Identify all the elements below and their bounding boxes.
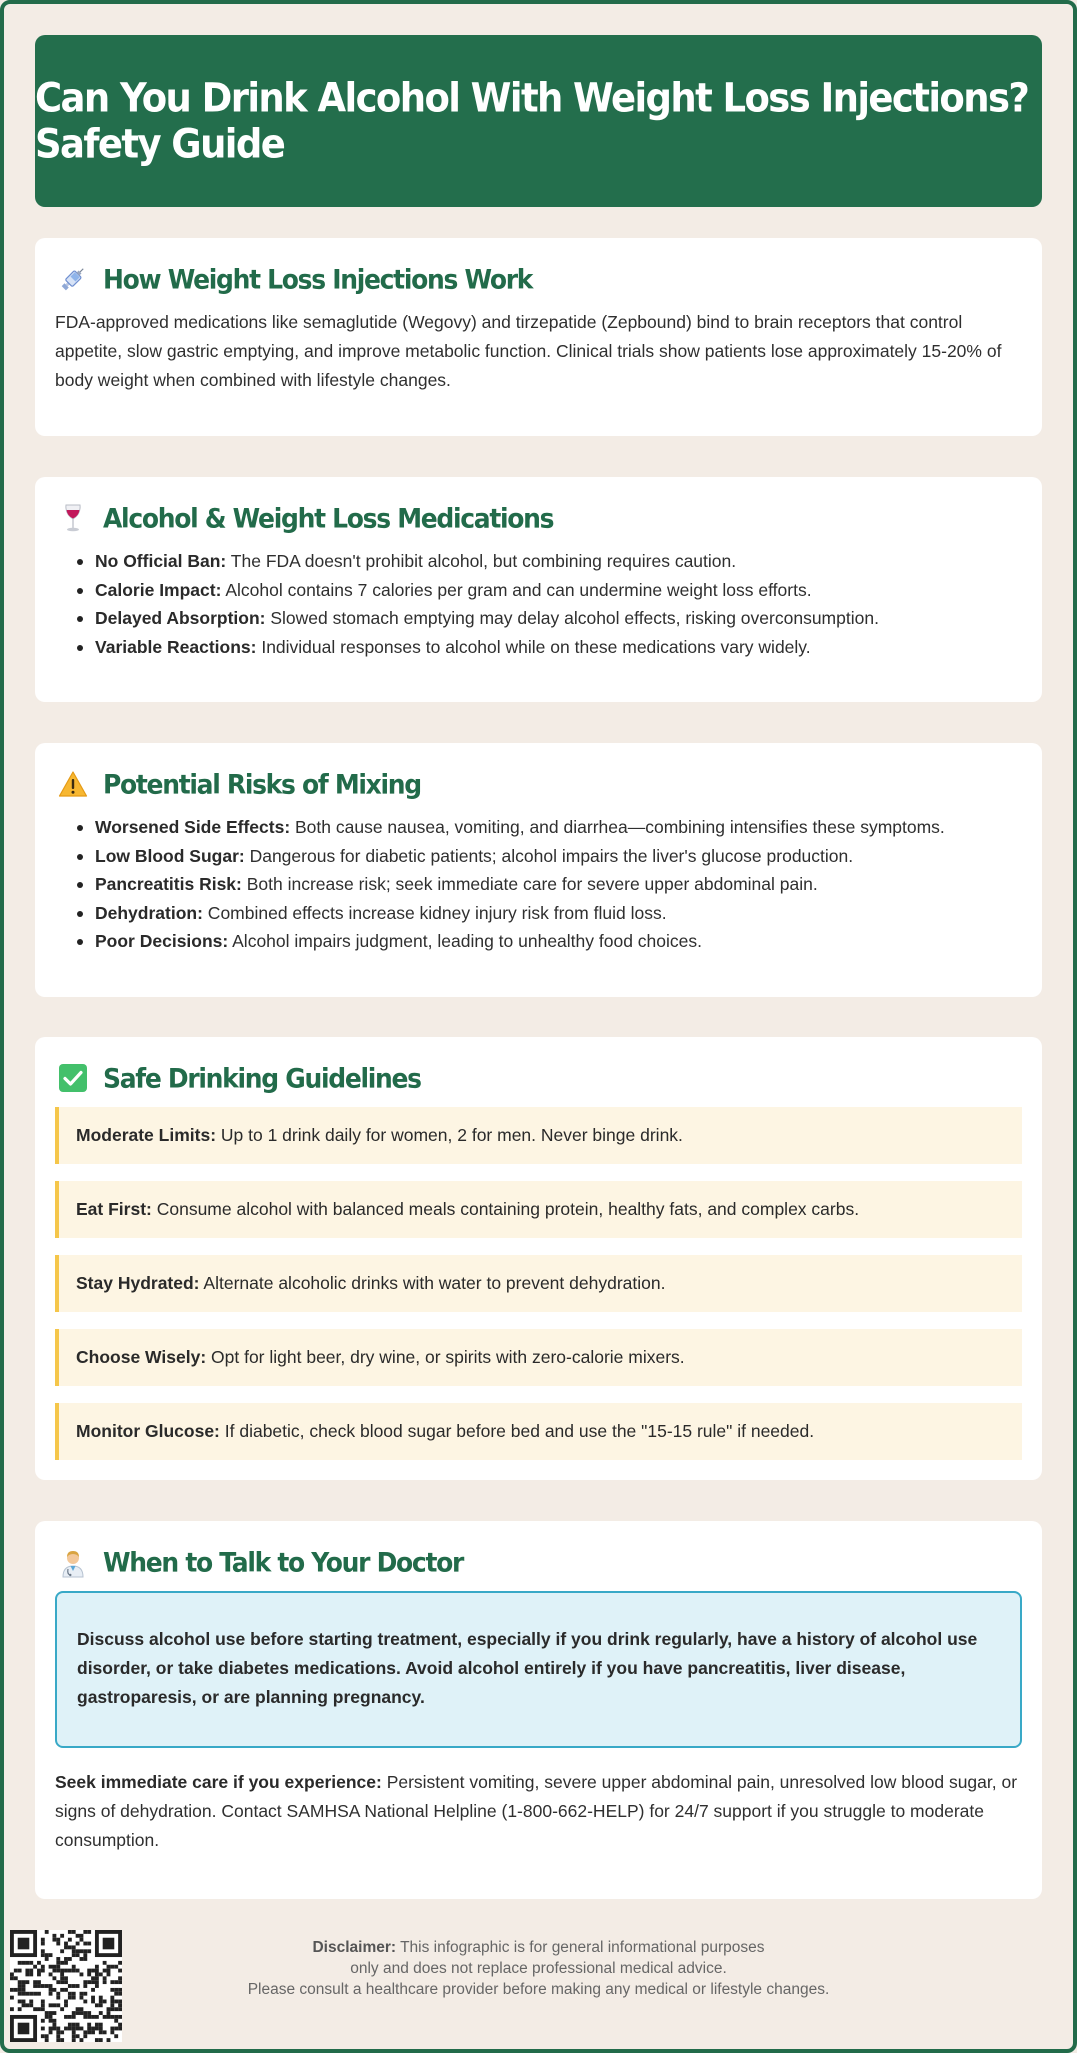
list-item: Worsened Side Effects: Both cause nausea, vomiting, and diarrhea—combining intensifies these symptoms. [73,813,1022,842]
disclaimer-label: Disclaimer: [312,1939,397,1956]
doctor-callout: Discuss alcohol use before starting treatment, especially if you drink regularly, have a history of alcohol use disorder, or take diabetes medications. Avoid alcohol entirely if you have pancreatitis, liver disease, gastroparesis, or are planning pregnancy. [55,1591,1022,1748]
risks-list [55,813,1022,956]
section-guidelines [35,1037,1042,1480]
qr-code-icon [10,1930,122,2042]
list-item: Dehydration: Combined effects increase kidney injury risk from fluid loss. [73,899,1022,928]
section-title: How Weight Loss Injections Work [103,263,533,295]
section-risks [35,743,1042,997]
guideline-tip: Stay Hydrated: Alternate alcoholic drinks with water to prevent dehydration. [55,1255,1022,1312]
warning-icon [57,768,89,800]
page-title: Can You Drink Alcohol With Weight Loss Injections? Safety Guide [35,74,1029,168]
list-item: Low Blood Sugar: Dangerous for diabetic patients; alcohol impairs the liver's glucose production. [73,842,1022,871]
list-item: Pancreatitis Risk: Both increase risk; seek immediate care for severe upper abdominal pain. [73,870,1022,899]
guideline-tip: Choose Wisely: Opt for light beer, dry wine, or spirits with zero-calorie mixers. [55,1329,1022,1386]
section-title: Safe Drinking Guidelines [103,1062,421,1094]
guideline-tip: Moderate Limits: Up to 1 drink daily for women, 2 for men. Never binge drink. [55,1107,1022,1164]
list-item: Delayed Absorption: Slowed stomach emptying may delay alcohol effects, risking overconsumption. [73,604,1022,633]
section-title: When to Talk to Your Doctor [103,1546,464,1578]
wine-glass-icon [57,502,89,534]
list-item: Variable Reactions: Individual responses to alcohol while on these medications vary widely. [73,633,1022,662]
syringe-icon [57,263,89,295]
section-title: Alcohol & Weight Loss Medications [103,502,554,534]
section-talk-to-doctor [35,1521,1042,1899]
section-how-injections-work [35,238,1042,436]
section-body: FDA-approved medications like semaglutide (Wegovy) and tirzepatide (Zepbound) bind to brain receptors that control appetite, slow gastric emptying, and improve metabolic function. Clinical trials show patients lose approximately 15-20% of body weight when combined with lifestyle changes. [55,312,1002,390]
disclaimer: Disclaimer: This infographic is for general informational purposes only and does not replace professional medical advice. Please consult a healthcare provider before making any medical or lifestyle changes. [247,1939,830,1998]
title-banner [35,35,1042,207]
list-item: No Official Ban: The FDA doesn't prohibit alcohol, but combining requires caution. [73,547,1022,576]
guideline-tip: Eat First: Consume alcohol with balanced meals containing protein, healthy fats, and complex carbs. [55,1181,1022,1238]
list-item: Calorie Impact: Alcohol contains 7 calories per gram and can undermine weight loss efforts. [73,576,1022,605]
infographic [35,35,1042,1850]
alcohol-facts-list [55,547,1022,661]
section-alcohol-medications [35,477,1042,702]
urgent-care-note: Seek immediate care if you experience: Persistent vomiting, severe upper abdominal pain, unresolved low blood sugar, or signs of dehydration. Contact SAMHSA National Helpline (1-800-662-HELP) for 24/7 support if you struggle to moderate consumption. [55,1772,1018,1850]
list-item: Poor Decisions: Alcohol impairs judgment, leading to unhealthy food choices. [73,927,1022,956]
section-title: Potential Risks of Mixing [103,768,421,800]
guideline-tip: Monitor Glucose: If diabetic, check blood sugar before bed and use the "15-15 rule" if needed. [55,1403,1022,1460]
doctor-icon [57,1546,89,1578]
check-box-icon [57,1062,89,1094]
